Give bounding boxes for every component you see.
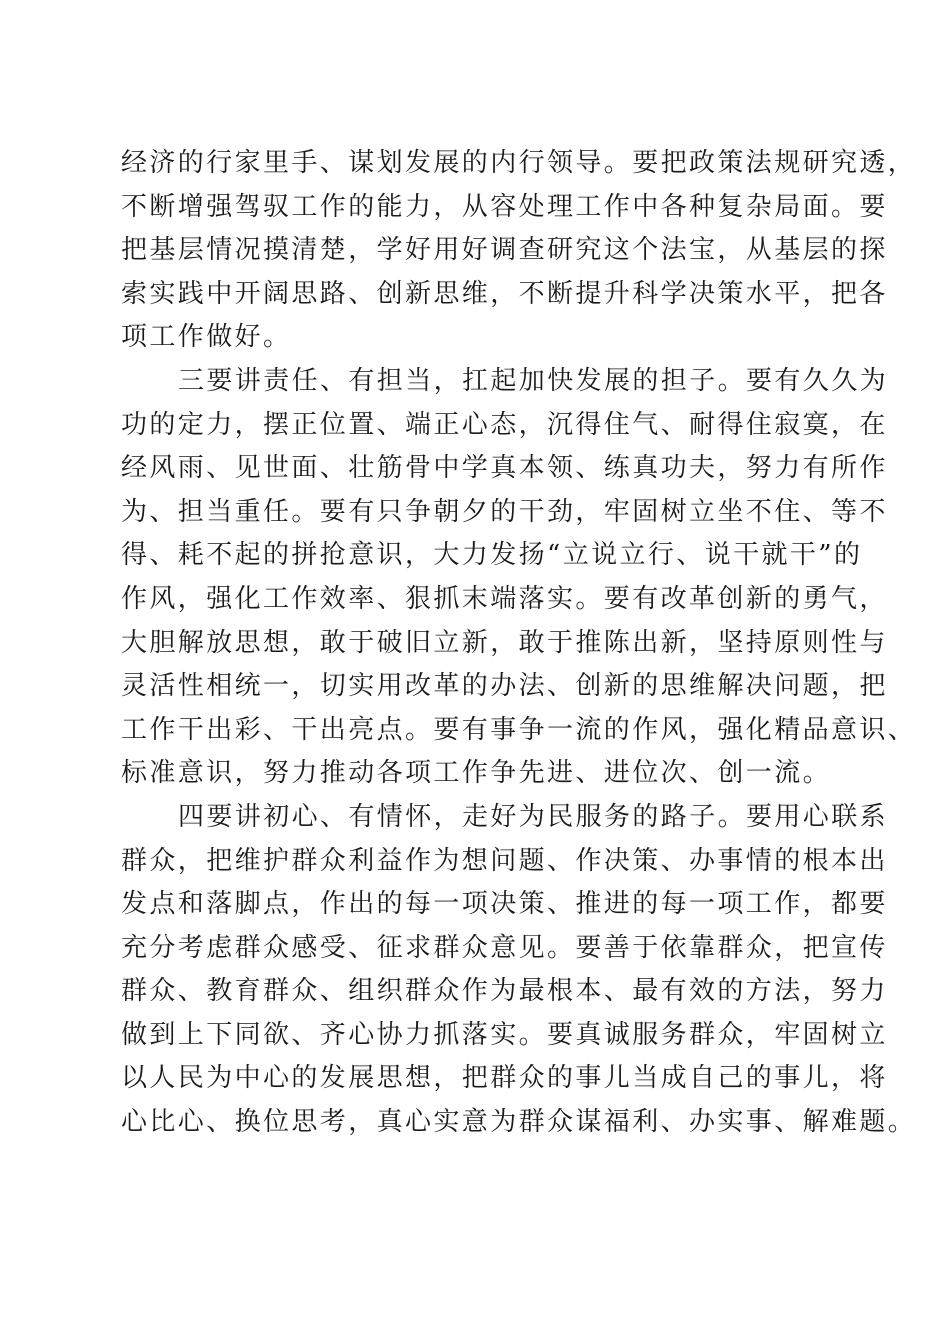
text-line: 做到上下同欲、齐心协力抓落实。要真诚服务群众，牢固树立: [121, 1019, 888, 1050]
text-line: 心比心、换位思考，真心实意为群众谋福利、办实事、解难题。: [121, 1107, 917, 1138]
text-line: 经风雨、见世面、壮筋骨中学真本领、练真功夫，努力有所作: [121, 453, 888, 484]
text-line: 标准意识，努力推动各项工作争先进、进位次、创一流。: [121, 758, 832, 789]
text-line: 索实践中开阔思路、创新思维，不断提升科学决策水平，把各: [121, 278, 888, 309]
text-line: 得、耗不起的拼抢意识，大力发扬“立说立行、说干就干”的: [121, 540, 863, 571]
text-line: 灵活性相统一，切实用改革的办法、创新的思维解决问题，把: [121, 671, 888, 702]
text-line: 四要讲初心、有情怀，走好为民服务的路子。要用心联系: [178, 801, 889, 832]
paragraph-point-four: [121, 796, 917, 1145]
text-line: 群众，把维护群众利益作为想问题、作决策、办事情的根本出: [121, 845, 888, 876]
text-line: 充分考虑群众感受、征求群众意见。要善于依靠群众，把宣传: [121, 932, 888, 963]
text-line: 为、担当重任。要有只争朝夕的干劲，牢固树立坐不住、等不: [121, 496, 888, 527]
paragraph-point-three: [121, 360, 917, 796]
text-line: 把基层情况摸清楚，学好用好调查研究这个法宝，从基层的探: [121, 235, 888, 266]
text-line: 发点和落脚点，作出的每一项决策、推进的每一项工作，都要: [121, 889, 888, 920]
text-line: 作风，强化工作效率、狠抓末端落实。要有改革创新的勇气，: [121, 583, 888, 614]
document-body: [121, 142, 917, 1145]
text-line: 群众、教育群众、组织群众作为最根本、最有效的方法，努力: [121, 976, 888, 1007]
text-line: 工作干出彩、干出亮点。要有事争一流的作风，强化精品意识、: [121, 714, 917, 745]
text-line: 功的定力，摆正位置、端正心态，沉得住气、耐得住寂寞，在: [121, 409, 888, 440]
text-line: 三要讲责任、有担当，扛起加快发展的担子。要有久久为: [178, 365, 889, 396]
text-line: 项工作做好。: [121, 322, 292, 353]
text-line: 不断增强驾驭工作的能力，从容处理工作中各种复杂局面。要: [121, 191, 888, 222]
text-line: 以人民为中心的发展思想，把群众的事儿当成自己的事儿，将: [121, 1063, 888, 1094]
paragraph-continuation: [121, 142, 917, 360]
text-line: 经济的行家里手、谋划发展的内行领导。要把政策法规研究透，: [121, 148, 917, 178]
text-line: 大胆解放思想，敢于破旧立新，敢于推陈出新，坚持原则性与: [121, 627, 888, 658]
